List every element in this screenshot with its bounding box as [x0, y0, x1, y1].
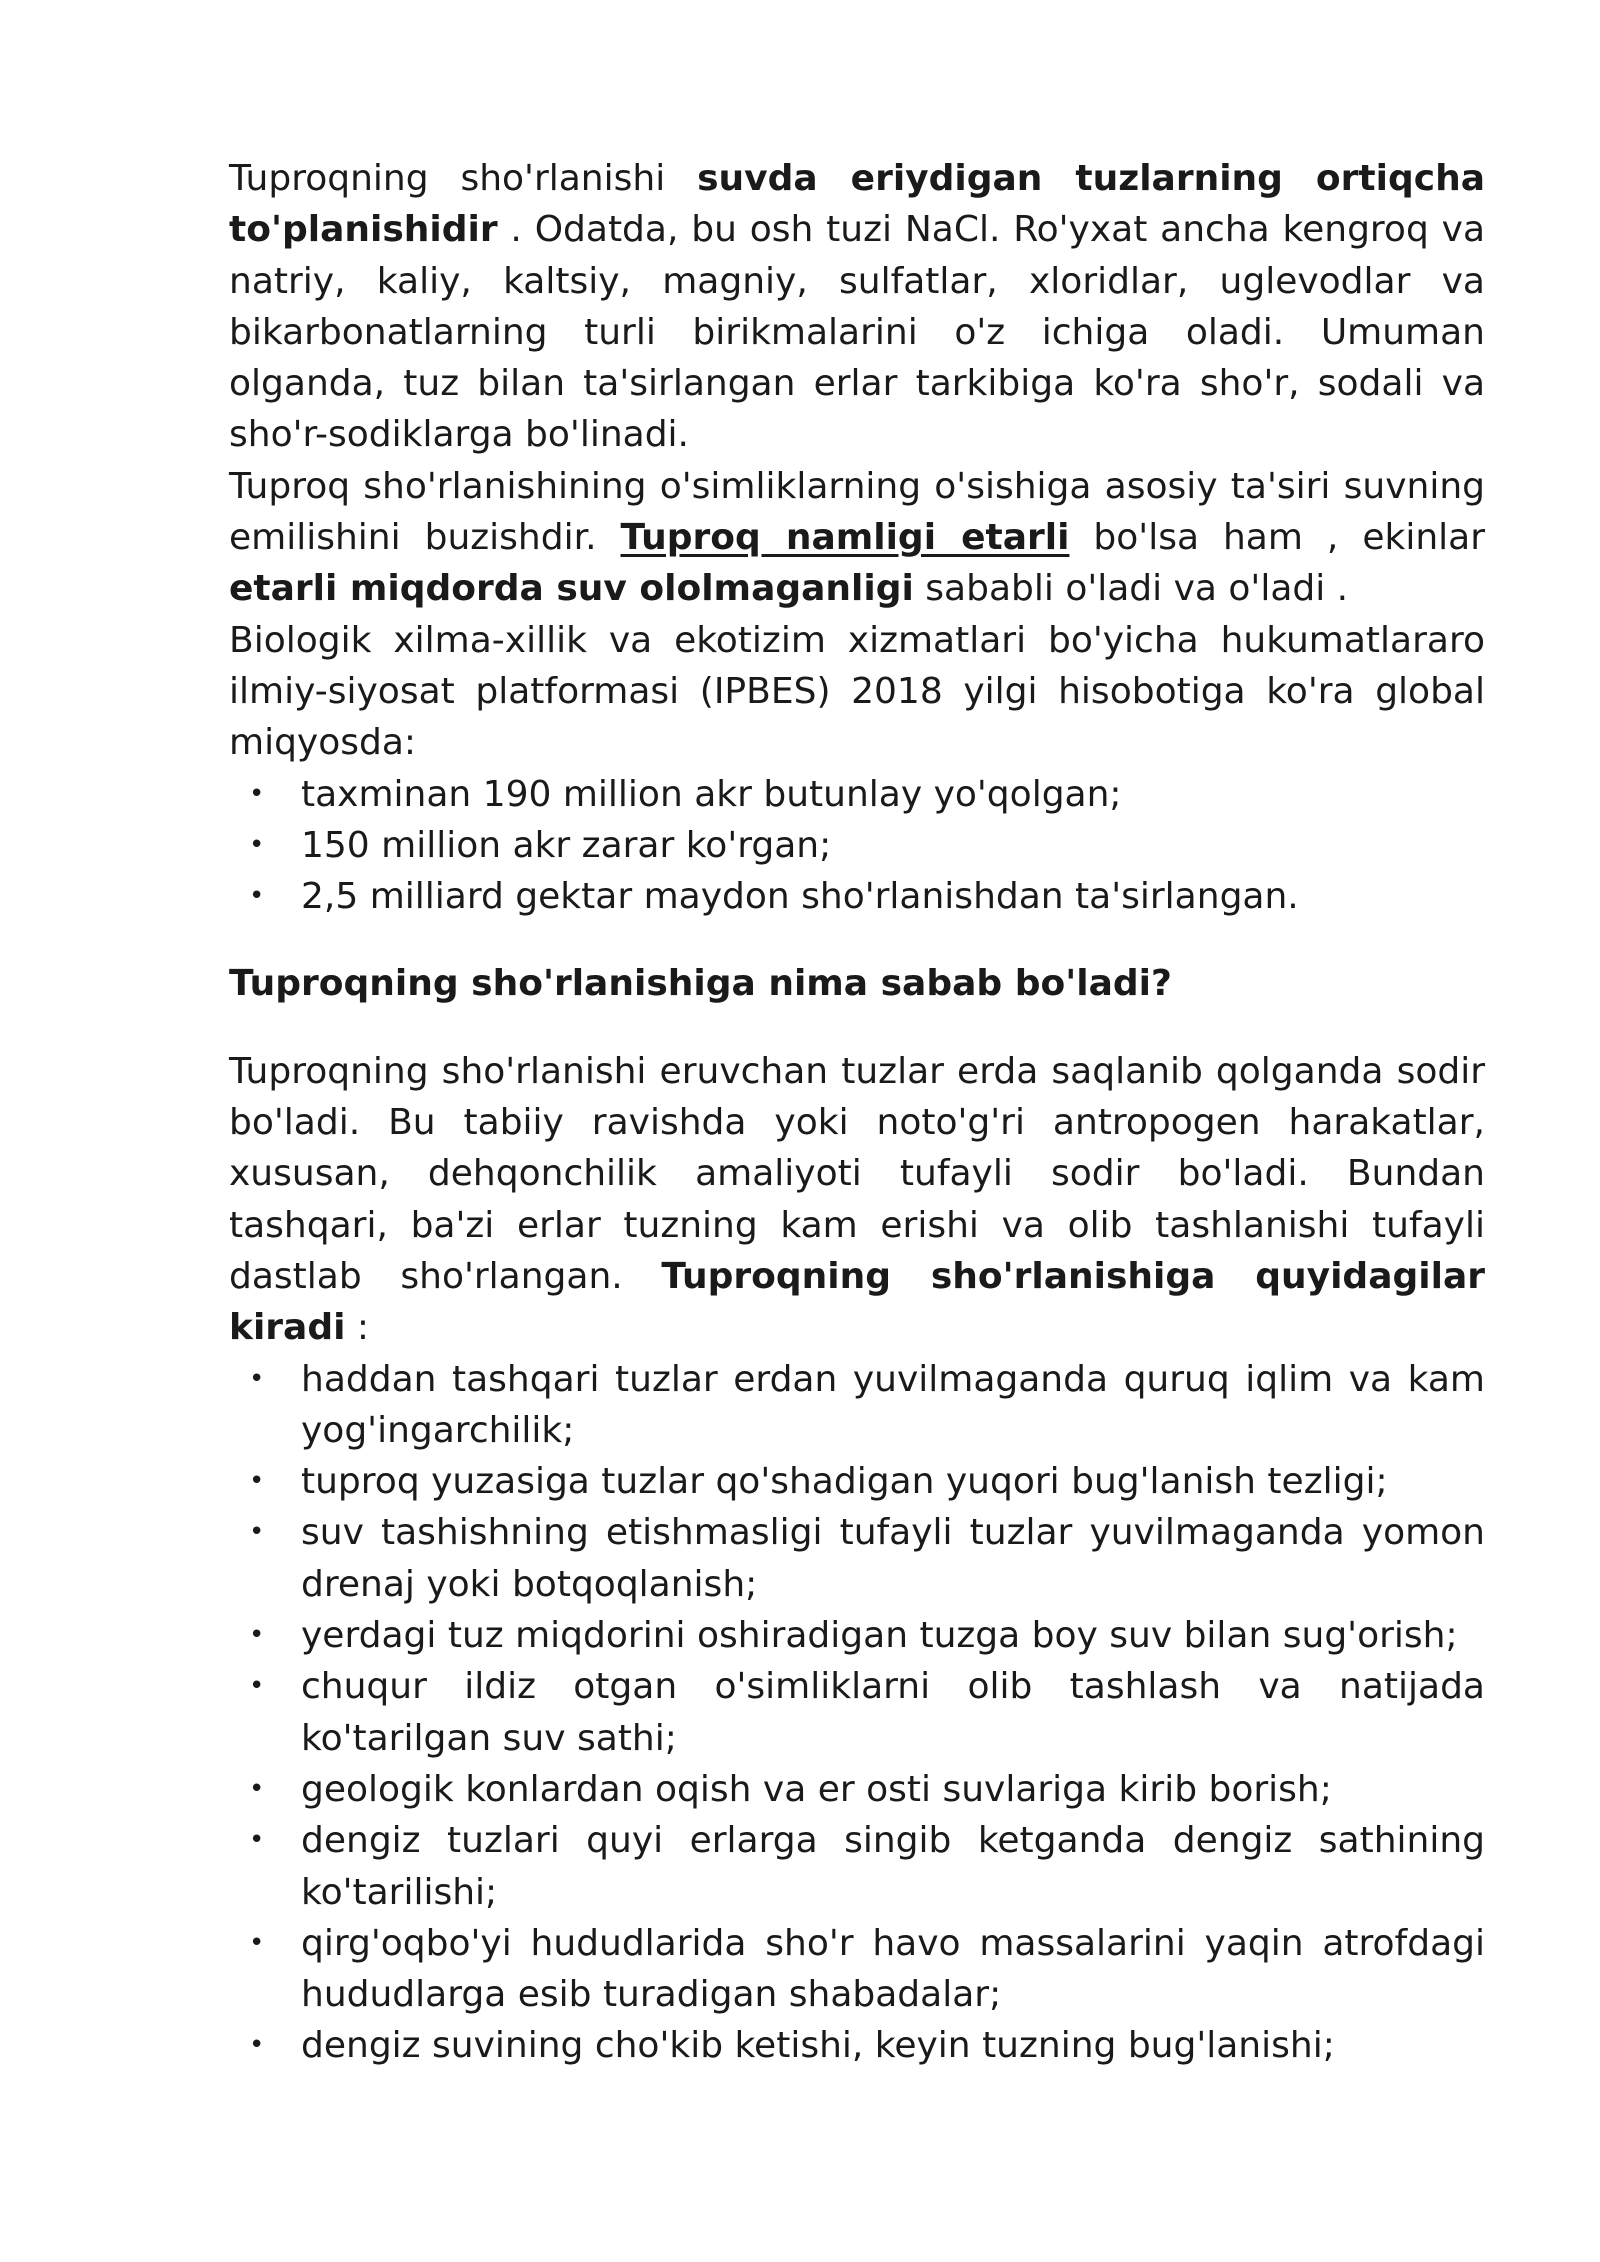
list-item — [229, 871, 1485, 922]
causes-list — [229, 1354, 1485, 2072]
paragraph-text: Tuproq sho'rlanishining o'simliklarning o'sishiga asosiy ta'siri suvning emilishini buzishdir. — [229, 465, 1485, 559]
section-heading: Tuproqning sho'rlanishiga nima sabab bo'ladi? — [229, 963, 1172, 1005]
paragraph-text: : — [345, 1307, 370, 1349]
list-item-text: qirg'oqbo'yi hududlarida sho'r havo massalarini yaqin atrofdagi hududlarga esib turadigan shabadalar; — [301, 1922, 1485, 2016]
list-item — [229, 1815, 1485, 1918]
bullet-icon: • — [249, 1671, 265, 1702]
list-item-text: geologik konlardan oqish va er osti suvlariga kirib borish; — [301, 1768, 1332, 1810]
list-item-text: chuqur ildiz otgan o'simliklarni olib tashlash va natijada ko'tarilgan suv sathi; — [301, 1666, 1485, 1759]
bullet-icon: • — [249, 2030, 265, 2061]
paragraph-effects — [229, 461, 1485, 615]
document-content — [229, 153, 1485, 2072]
bold-text: suvda eriydigan tuzlarning ortiqcha to'planishidir — [229, 158, 1485, 251]
paragraph-text: bo'lsa ham , ekinlar — [1069, 517, 1485, 559]
bullet-icon: • — [249, 881, 265, 912]
list-item — [229, 820, 1485, 871]
list-item — [229, 1918, 1485, 2021]
list-item — [229, 1610, 1485, 1661]
paragraph-intro — [229, 153, 1485, 461]
statistics-list — [229, 769, 1485, 923]
list-item — [229, 1764, 1485, 1815]
list-item-text: taxminan 190 million akr butunlay yo'qolgan; — [301, 773, 1122, 815]
bullet-icon: • — [249, 1466, 265, 1497]
bullet-icon: • — [249, 1517, 265, 1548]
bullet-icon: • — [249, 829, 265, 860]
soil-moisture-link[interactable]: Tuproq namligi etarli — [620, 517, 1070, 559]
list-item — [229, 1507, 1485, 1610]
list-item-text: suv tashishning etishmasligi tufayli tuzlar yuvilmaganda yomon drenaj yoki botqoqlanish; — [301, 1512, 1485, 1605]
list-item — [229, 1456, 1485, 1507]
list-item — [229, 2020, 1485, 2071]
list-item — [229, 1661, 1485, 1764]
bullet-icon: • — [249, 1825, 265, 1856]
paragraph-text: Tuproqning sho'rlanishi — [229, 158, 698, 199]
list-item-text: haddan tashqari tuzlar erdan yuvilmaganda quruq iqlim va kam yog'ingarchilik; — [301, 1358, 1485, 1451]
bold-text: etarli miqdorda suv ololmaganligi — [229, 568, 914, 610]
bullet-icon: • — [249, 778, 265, 809]
list-item — [229, 769, 1485, 820]
paragraph-causes — [229, 1046, 1485, 1354]
bullet-icon: • — [249, 1927, 265, 1958]
bullet-icon: • — [249, 1363, 265, 1394]
paragraph-text: . Odatda, bu osh tuzi NaCl. Ro'yxat ancha kengroq va natriy, kaliy, kaltsiy, magniy, sulfatlar, xloridlar, uglevodlar va bikarbonatlarning turli birikmalarini o'z ichiga oladi. Umuman olganda, tuz bilan ta'sirlangan erlar tarkibiga ko'ra sho'r, sodali va sho'r-sodiklarga bo'linadi. — [229, 209, 1485, 456]
list-item-text: tuproq yuzasiga tuzlar qo'shadigan yuqori bug'lanish tezligi; — [301, 1461, 1388, 1503]
list-item-text: 2,5 milliard gektar maydon sho'rlanishdan ta'sirlangan. — [301, 876, 1299, 918]
list-item-text: yerdagi tuz miqdorini oshiradigan tuzga boy suv bilan sug'orish; — [301, 1615, 1458, 1657]
paragraph-text: sababli o'ladi va o'ladi . — [913, 568, 1349, 610]
bullet-icon: • — [249, 1620, 265, 1651]
paragraph-text: Tuproqning sho'rlanishi eruvchan tuzlar erda saqlanib qolganda sodir bo'ladi. Bu tabiiy ravishda yoki noto'g'ri antropogen harakatlar, xususan, dehqonchilik amaliyoti tufayli sodir bo'ladi. Bundan tashqari, ba'zi erlar tuzning kam erishi va olib tashlanishi tufayli dastlab sho'rlangan. — [229, 1050, 1485, 1297]
list-item-text: dengiz suvining cho'kib ketishi, keyin tuzning bug'lanishi; — [301, 2025, 1335, 2067]
paragraph-ipbes: Biologik xilma-xillik va ekotizim xizmatlari bo'yicha hukumatlararo ilmiy-siyosat platformasi (IPBES) 2018 yilgi hisobotiga ko'ra global miqyosda: — [229, 619, 1485, 764]
list-item-text: dengiz tuzlari quyi erlarga singib ketganda dengiz sathining ko'tarilishi; — [301, 1820, 1485, 1913]
bullet-icon: • — [249, 1773, 265, 1804]
list-item — [229, 1354, 1485, 1457]
list-item-text: 150 million akr zarar ko'rgan; — [301, 824, 832, 866]
bold-text: Tuproqning sho'rlanishiga quyidagilar kiradi — [229, 1255, 1485, 1349]
